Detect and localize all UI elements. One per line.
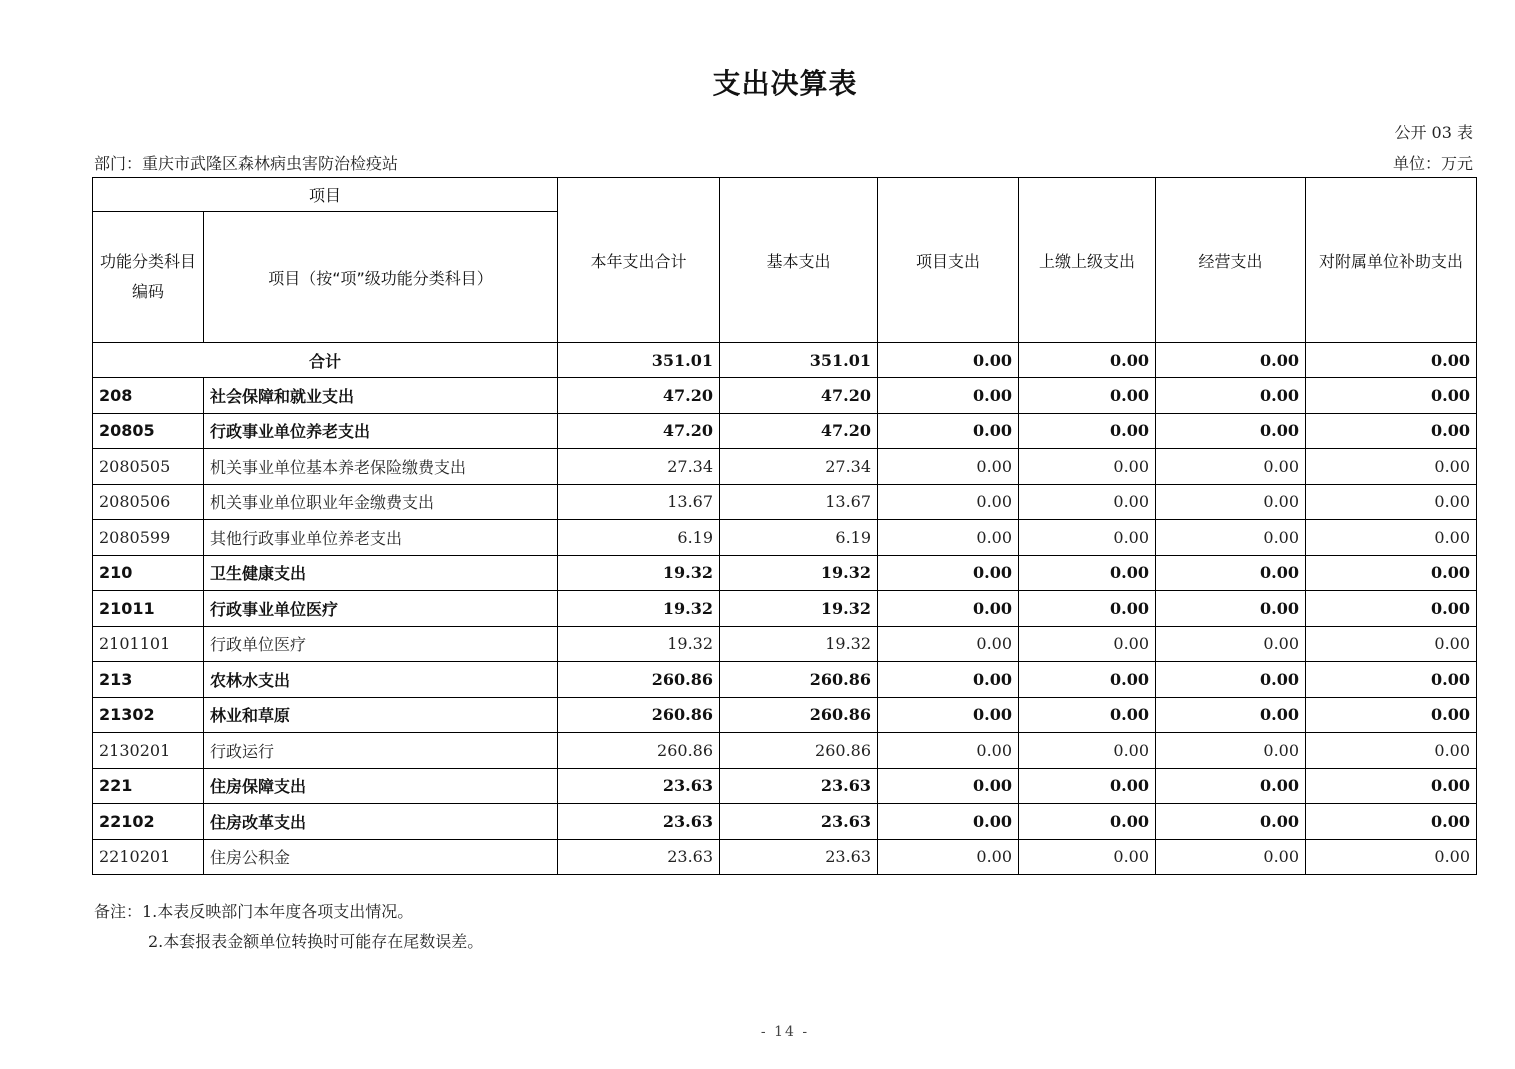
total-cell: 0.00 xyxy=(1306,343,1477,378)
row-value: 0.00 xyxy=(1019,413,1156,449)
row-value: 260.86 xyxy=(558,733,720,769)
row-value: 260.86 xyxy=(720,733,878,769)
header-item-group: 项目 xyxy=(93,178,558,212)
row-code: 21011 xyxy=(93,591,204,627)
row-value: 0.00 xyxy=(1019,520,1156,556)
total-cell: 0.00 xyxy=(1019,343,1156,378)
row-value: 0.00 xyxy=(1156,591,1306,627)
row-value: 0.00 xyxy=(1156,804,1306,840)
table-row xyxy=(93,733,1477,769)
row-code: 2080506 xyxy=(93,484,204,520)
row-name: 住房保障支出 xyxy=(204,768,558,804)
row-code: 22102 xyxy=(93,804,204,840)
row-value: 0.00 xyxy=(878,839,1019,875)
note-1: 备注：1.本表反映部门本年度各项支出情况。 xyxy=(94,902,414,921)
header-subsidy: 对附属单位补助支出 xyxy=(1306,178,1477,343)
row-value: 0.00 xyxy=(878,449,1019,485)
table-row xyxy=(93,520,1477,556)
row-value: 0.00 xyxy=(1019,449,1156,485)
row-name: 行政运行 xyxy=(204,733,558,769)
row-value: 19.32 xyxy=(720,626,878,662)
header-code: 功能分类科目编码 xyxy=(93,212,204,343)
row-value: 0.00 xyxy=(1019,662,1156,698)
row-code: 21302 xyxy=(93,697,204,733)
row-value: 0.00 xyxy=(1306,449,1477,485)
row-value: 0.00 xyxy=(878,555,1019,591)
row-value: 23.63 xyxy=(558,839,720,875)
row-value: 13.67 xyxy=(720,484,878,520)
table-row xyxy=(93,591,1477,627)
total-cell: 351.01 xyxy=(720,343,878,378)
row-value: 0.00 xyxy=(1306,662,1477,698)
row-value: 0.00 xyxy=(878,413,1019,449)
row-value: 0.00 xyxy=(878,804,1019,840)
row-value: 0.00 xyxy=(1156,555,1306,591)
row-name: 农林水支出 xyxy=(204,662,558,698)
row-value: 0.00 xyxy=(1156,839,1306,875)
row-value: 47.20 xyxy=(720,378,878,414)
table-row xyxy=(93,697,1477,733)
header-business: 经营支出 xyxy=(1156,178,1306,343)
row-name: 行政单位医疗 xyxy=(204,626,558,662)
row-value: 47.20 xyxy=(720,413,878,449)
row-value: 0.00 xyxy=(1306,555,1477,591)
table-row xyxy=(93,768,1477,804)
row-value: 0.00 xyxy=(1306,804,1477,840)
header-superior: 上缴上级支出 xyxy=(1019,178,1156,343)
row-value: 0.00 xyxy=(878,626,1019,662)
row-code: 20805 xyxy=(93,413,204,449)
row-value: 23.63 xyxy=(558,804,720,840)
row-value: 0.00 xyxy=(1019,839,1156,875)
row-value: 260.86 xyxy=(558,697,720,733)
row-value: 23.63 xyxy=(720,768,878,804)
row-value: 0.00 xyxy=(1306,626,1477,662)
department-label: 部门：重庆市武隆区森林病虫害防治检疫站 xyxy=(94,154,399,173)
row-value: 0.00 xyxy=(1156,413,1306,449)
row-value: 0.00 xyxy=(1019,626,1156,662)
note-2: 2.本套报表金额单位转换时可能存在尾数误差。 xyxy=(148,932,484,951)
row-value: 0.00 xyxy=(878,662,1019,698)
table-row xyxy=(93,378,1477,414)
row-value: 0.00 xyxy=(1156,662,1306,698)
row-value: 19.32 xyxy=(720,591,878,627)
table-row xyxy=(93,626,1477,662)
total-cell: 0.00 xyxy=(878,343,1019,378)
row-name: 机关事业单位基本养老保险缴费支出 xyxy=(204,449,558,485)
row-value: 6.19 xyxy=(720,520,878,556)
row-name: 卫生健康支出 xyxy=(204,555,558,591)
row-name: 社会保障和就业支出 xyxy=(204,378,558,414)
header-total: 本年支出合计 xyxy=(558,178,720,343)
header-basic: 基本支出 xyxy=(720,178,878,343)
table-row xyxy=(93,662,1477,698)
row-name: 住房公积金 xyxy=(204,839,558,875)
row-code: 221 xyxy=(93,768,204,804)
row-value: 0.00 xyxy=(1019,484,1156,520)
notes xyxy=(94,897,483,957)
row-value: 0.00 xyxy=(1306,768,1477,804)
row-value: 0.00 xyxy=(878,768,1019,804)
row-value: 0.00 xyxy=(1306,591,1477,627)
row-value: 0.00 xyxy=(1306,733,1477,769)
row-value: 0.00 xyxy=(1019,555,1156,591)
row-value: 260.86 xyxy=(720,662,878,698)
row-value: 0.00 xyxy=(1156,378,1306,414)
row-value: 0.00 xyxy=(1156,449,1306,485)
row-code: 2101101 xyxy=(93,626,204,662)
row-value: 23.63 xyxy=(558,768,720,804)
row-value: 0.00 xyxy=(1156,768,1306,804)
row-value: 0.00 xyxy=(1156,520,1306,556)
total-label: 合计 xyxy=(93,343,558,378)
row-value: 0.00 xyxy=(1156,733,1306,769)
row-code: 210 xyxy=(93,555,204,591)
row-value: 47.20 xyxy=(558,413,720,449)
row-value: 19.32 xyxy=(558,626,720,662)
table-row xyxy=(93,839,1477,875)
row-name: 林业和草原 xyxy=(204,697,558,733)
expenditure-table xyxy=(92,177,1477,875)
row-value: 260.86 xyxy=(558,662,720,698)
row-name: 其他行政事业单位养老支出 xyxy=(204,520,558,556)
row-code: 2210201 xyxy=(93,839,204,875)
row-name: 行政事业单位养老支出 xyxy=(204,413,558,449)
row-value: 0.00 xyxy=(1156,484,1306,520)
row-value: 0.00 xyxy=(1306,839,1477,875)
total-cell: 351.01 xyxy=(558,343,720,378)
table-row xyxy=(93,555,1477,591)
row-value: 0.00 xyxy=(878,484,1019,520)
row-value: 0.00 xyxy=(878,697,1019,733)
row-value: 6.19 xyxy=(558,520,720,556)
row-value: 0.00 xyxy=(1306,378,1477,414)
row-value: 19.32 xyxy=(558,591,720,627)
row-value: 0.00 xyxy=(1306,484,1477,520)
row-name: 行政事业单位医疗 xyxy=(204,591,558,627)
row-value: 0.00 xyxy=(878,520,1019,556)
row-code: 2080599 xyxy=(93,520,204,556)
total-cell: 0.00 xyxy=(1156,343,1306,378)
table-row xyxy=(93,413,1477,449)
row-code: 208 xyxy=(93,378,204,414)
table-row xyxy=(93,484,1477,520)
row-name: 机关事业单位职业年金缴费支出 xyxy=(204,484,558,520)
row-value: 27.34 xyxy=(558,449,720,485)
header-project: 项目支出 xyxy=(878,178,1019,343)
row-code: 2080505 xyxy=(93,449,204,485)
unit-label: 单位：万元 xyxy=(1392,154,1473,173)
row-value: 0.00 xyxy=(1306,697,1477,733)
row-value: 27.34 xyxy=(720,449,878,485)
header-name: 项目（按“项”级功能分类科目） xyxy=(204,212,558,343)
form-number: 公开 03 表 xyxy=(1394,123,1473,142)
row-value: 0.00 xyxy=(1306,413,1477,449)
row-value: 19.32 xyxy=(720,555,878,591)
row-value: 23.63 xyxy=(720,839,878,875)
row-code: 2130201 xyxy=(93,733,204,769)
row-value: 0.00 xyxy=(1019,768,1156,804)
row-value: 0.00 xyxy=(1019,697,1156,733)
row-value: 0.00 xyxy=(1156,697,1306,733)
table-row xyxy=(93,449,1477,485)
row-name: 住房改革支出 xyxy=(204,804,558,840)
row-value: 0.00 xyxy=(1019,591,1156,627)
row-value: 0.00 xyxy=(878,591,1019,627)
page-number: - 14 - xyxy=(760,1024,810,1040)
row-value: 0.00 xyxy=(1019,804,1156,840)
row-value: 0.00 xyxy=(878,733,1019,769)
row-value: 0.00 xyxy=(1306,520,1477,556)
row-value: 23.63 xyxy=(720,804,878,840)
row-value: 47.20 xyxy=(558,378,720,414)
row-value: 0.00 xyxy=(1156,626,1306,662)
row-code: 213 xyxy=(93,662,204,698)
row-value: 0.00 xyxy=(1019,733,1156,769)
row-value: 260.86 xyxy=(720,697,878,733)
table-row xyxy=(93,804,1477,840)
row-value: 13.67 xyxy=(558,484,720,520)
row-value: 19.32 xyxy=(558,555,720,591)
page-title: 支出决算表 xyxy=(712,67,858,100)
row-value: 0.00 xyxy=(878,378,1019,414)
row-value: 0.00 xyxy=(1019,378,1156,414)
total-row xyxy=(93,343,1477,378)
